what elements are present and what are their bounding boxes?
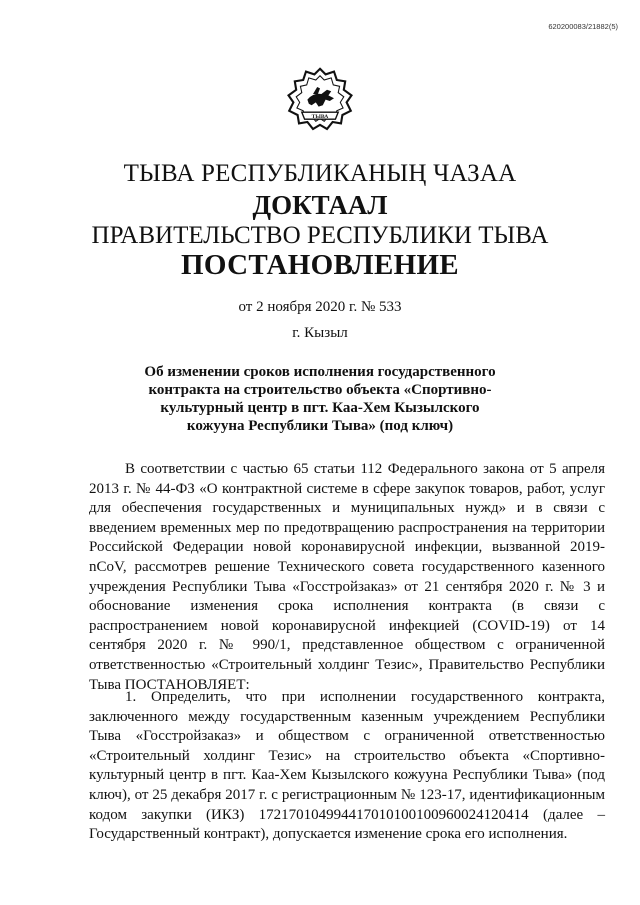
body-paragraph: 1. Определить, что при исполнении государственного контракта, заключенного между государственным казенным учреждением Республики Тыва «Госстройзаказ» и обществом с ограниченной ответственностью «Строительный холдинг Тезис» на строительство объекта «Спортивно-культурный центр в пгт. Каа-Хем Кызылского кожууна Республики Тыва» (под ключ), от 25 декабря 2017 г. с регистрационным № 123-17, идентификационным кодом закупки (ИКЗ) 172170104994417010100100960024120414 (далее – Государственный контракт), допускается изменение срока его исполнения.	[89, 689, 605, 843]
document-title: Об изменении сроков исполнения государственного контракта на строительство объекта «Спортивно-культурный центр в пгт. Каа-Хем Кызылского кожууна Республики Тыва» (под ключ)	[144, 364, 496, 434]
document-date: от 2 ноября 2020 г. № 533	[238, 299, 402, 315]
emblem-text: ТЫВА	[311, 113, 329, 120]
document-city: г. Кызыл	[292, 325, 348, 341]
document-type: ПОСТАНОВЛЕНИЕ	[181, 249, 459, 281]
body-paragraph: В соответствии с частью 65 статьи 112 Федерального закона от 5 апреля 2013 г. № 44-ФЗ «О контрактной системе в сфере закупок товаров, работ, услуг для обеспечения государственных и муниципальных нужд» и в связи с введением временных мер по предотвращению распространения на территории Российской Федерации новой коронавирусной инфекции, вызванной 2019-nCoV, рассмотрев решение Технического совета государственного казенного учреждения Республики Тыва «Госстройзаказ» от 21 сентября 2020 г. № 3 и обоснование изменения срока исполнения контракта (в связи с распространением новой коронавирусной инфекцией (COVID-19) от 14 сентября 2020 г. № 990/1, представленное обществом с ограниченной ответственностью «Строительный холдинг Тезис», Правительство Республики Тыва ПОСТАНОВЛЯЕТ:	[89, 461, 605, 693]
tuva-document-type: ДОКТААЛ	[252, 190, 388, 220]
coat-of-arms-icon	[285, 66, 355, 136]
document-id: 620200083/21882(5)	[548, 22, 618, 31]
tuva-government-title: ТЫВА РЕСПУБЛИКАНЫҢ ЧАЗАА	[123, 160, 517, 187]
government-title: ПРАВИТЕЛЬСТВО РЕСПУБЛИКИ ТЫВА	[91, 222, 549, 249]
